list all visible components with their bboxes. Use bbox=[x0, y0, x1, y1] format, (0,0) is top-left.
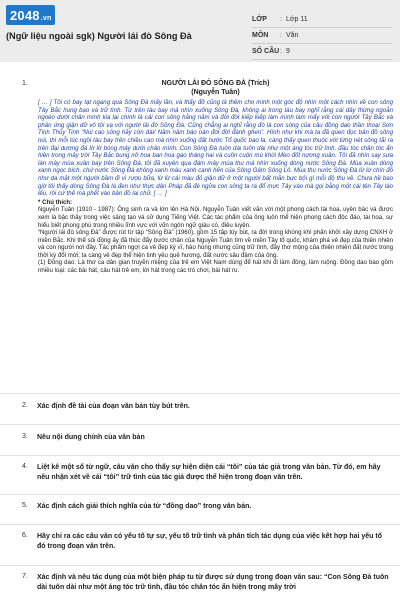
document-title: (Ngữ liệu ngoài sgk) Người lái đò Sông Đà bbox=[6, 31, 192, 41]
passage-author: (Nguyễn Tuân) bbox=[191, 88, 240, 96]
logo-suffix: .vn bbox=[40, 14, 52, 22]
question-number: 3. bbox=[22, 433, 28, 440]
passage-excerpt: [ … ] Tôi có bay tạt ngang qua Sông Đà mấy lần, và thấy đỡ cũng là thêm cho mình một góc độ nhìn một cách nhìn về con sông Tây Bắc hung bạo và trữ tình. Từ trên tàu bay mà nhìn xuống Sông Đà, không ai trong tàu bay nghĩ rằng cái dây thừng ngoằn ngoèo dưới chân mình kia lại chính là cái con sông hằng năm và đời đời kiếp kiếp làm mình làm mẩy với con người Tây Bắc và phản ứng giận dữ vô tội vạ với người lái đò Sông Đà. Cũng chẳng ai nghĩ rằng đó là con sông của câu đồng dao thần thoại Sơn Tinh Thủy Tinh “Núi cao sông hãy còn dài/ Năm năm báo oán đời đời đánh ghen”. Hình như khi mà ta đã quen đọc bản đồ sông núi, thì mỗi lúc ngồi tàu bay trên chiều cao mà nhìn xuống đất nước Tổ quốc bao la, càng thấy quen thuộc với từng nét sông tãi ra trên đại dương đá lờ lờ bóng mây dưới chân mình. Con Sông Đà tuôn dài tuôn dài như một áng tóc trữ tình, đầu tóc chân tóc ẩn hiện trong mây trời Tây Bắc bung nở hoa ban hoa gạo tháng hai và cuồn cuộn mù khói Mèo đốt nương xuân. Tôi đã nhìn say sưa làn mây mùa xuân bay trên Sông Đà, tôi đã xuyên qua đám mây mùa thu mà nhìn xuống dòng nước Sông Đà. Mùa xuân dòng xanh ngọc bích, chứ nước Sông Đà không xanh màu xanh canh hến của Sông Gâm Sông Lô. Mùa thu nước Sông Đà lừ lừ chín đỏ như da mặt một người bầm đi vì rượu bữa, lừ lừ cái màu đỏ giận dữ ở một người bất mãn bực bội gì mỗi độ thu về. Chưa hề bao giờ tôi thấy dòng Sông Đà là đen như thực dân Pháp đã đè ngửa con sông ta ra đổ mực Tây vào mà gọi bằng một cái tên Tây láo lếu, rồi cứ thế mà phết vào bản đồ lai chữ. [ … ] bbox=[38, 99, 393, 198]
site-logo[interactable] bbox=[6, 5, 55, 25]
meta-row-class bbox=[252, 12, 392, 28]
note-paragraph: Nguyễn Tuân (1910 - 1987): Ông sinh ra và lớn lên Hà Nội. Nguyễn Tuân viết văn với một phong cách tài hoa, uyên bác và được xem là bậc thầy trong việc sáng tạo và sử dụng Tiếng Việt. Các tác phẩm của ông luôn thể hiện phong cách độc đáo, tài hoa, sự hiểu biết phong phú trong nhiều lĩnh vực với vốn ngôn ngữ giàu có, điêu luyện. bbox=[38, 206, 393, 229]
question-text: Liệt kê một số từ ngữ, câu văn cho thấy sự hiện diện cái “tôi” của tác giả trong văn bản. Từ đó, em hãy nêu nhận xét về cái “tôi” trữ tình của tác giả được thể hiện trong đoạn văn trên. bbox=[37, 464, 381, 481]
logo-text: 2048 bbox=[10, 7, 40, 23]
meta-key: MÔN bbox=[252, 32, 269, 39]
divider bbox=[0, 455, 400, 456]
passage-title: NGƯỜI LÁI ĐÒ SÔNG ĐÀ (Trích) bbox=[161, 80, 270, 87]
question-number: 2. bbox=[22, 402, 28, 409]
meta-separator: : bbox=[280, 16, 282, 23]
question-text: Xác định đề tài của đoạn văn bản tùy bút trên. bbox=[37, 403, 190, 410]
meta-table bbox=[252, 12, 392, 60]
meta-value: Lớp 11 bbox=[286, 16, 308, 23]
question-text: Xác định cách giải thích nghĩa của từ “đồng dao” trong văn bản. bbox=[37, 503, 252, 510]
meta-row-subject bbox=[252, 28, 392, 44]
reading-passage bbox=[38, 80, 393, 275]
divider bbox=[0, 424, 400, 425]
header-bar bbox=[0, 0, 400, 62]
divider bbox=[0, 524, 400, 525]
meta-value: 9 bbox=[286, 48, 290, 55]
article-number: 1. bbox=[22, 80, 28, 87]
question-number: 4. bbox=[22, 463, 28, 470]
note-paragraph: “Người lái đò sông Đà” được rút từ tập “Sông Đà” (1960), gồm 15 tập tùy bút, ra đời trong khóng khí phấn khởi xây dựng CNXH ở miền Bắc. Khi thể sôi động ấy đã thúc đẩy bước chân của Nguyễn Tuân tìm về miền Tây tổ quốc, khám phá vẻ đẹp của thiên nhiên và con người nơi đây. Tác phẩm ngợi ca vẻ đẹp kỳ vĩ, hào hùng nhưng cũng trữ tình, đầy thơ mộng của thiên nhiên đất nước trong thời kỳ đổi mới; ta càng vẻ đẹp thể hiện tinh yêu quê hương, đất nước sâu đậm của ông. bbox=[38, 229, 393, 259]
divider bbox=[0, 393, 400, 394]
note-paragraph: (1) Đồng dao: Là thơ ca dân gian truyền miệng của trẻ em Việt Nam dùng để hát khi đi làm đồng, làm ruộng. Đồng dao bao gồm nhiều loại: các bài hát, câu hát trẻ em, lời hát trong các trò chơi, bài hát ru. bbox=[38, 259, 393, 275]
question-number: 7. bbox=[22, 573, 28, 580]
meta-row-question-count bbox=[252, 44, 392, 60]
question-number: 6. bbox=[22, 532, 28, 539]
meta-separator: : bbox=[280, 32, 282, 39]
meta-value: Văn bbox=[286, 32, 299, 39]
meta-key: LỚP bbox=[252, 16, 267, 23]
divider bbox=[0, 494, 400, 495]
meta-key: SỐ CÂU bbox=[252, 48, 280, 55]
question-text: Hãy chỉ ra các câu văn có yếu tố tự sự, yếu tố trữ tình và phân tích tác dụng của việc kết hợp hai yếu tố đó trong đoạn văn trên. bbox=[37, 533, 382, 550]
notes-heading: * Chú thích: bbox=[38, 198, 73, 206]
question-text: Xác định và nêu tác dụng của một biện pháp tu từ được sử dụng trong đoạn văn sau: “Con Sông Đà tuôn dài tuôn dài như một áng tóc trữ tình, đầu tóc chân tóc ẩn hiện trong mây trời bbox=[37, 574, 389, 591]
question-text: Nêu nội dung chính của văn bản bbox=[37, 434, 145, 441]
meta-separator: : bbox=[280, 48, 282, 55]
question-number: 5. bbox=[22, 502, 28, 509]
divider bbox=[0, 565, 400, 566]
